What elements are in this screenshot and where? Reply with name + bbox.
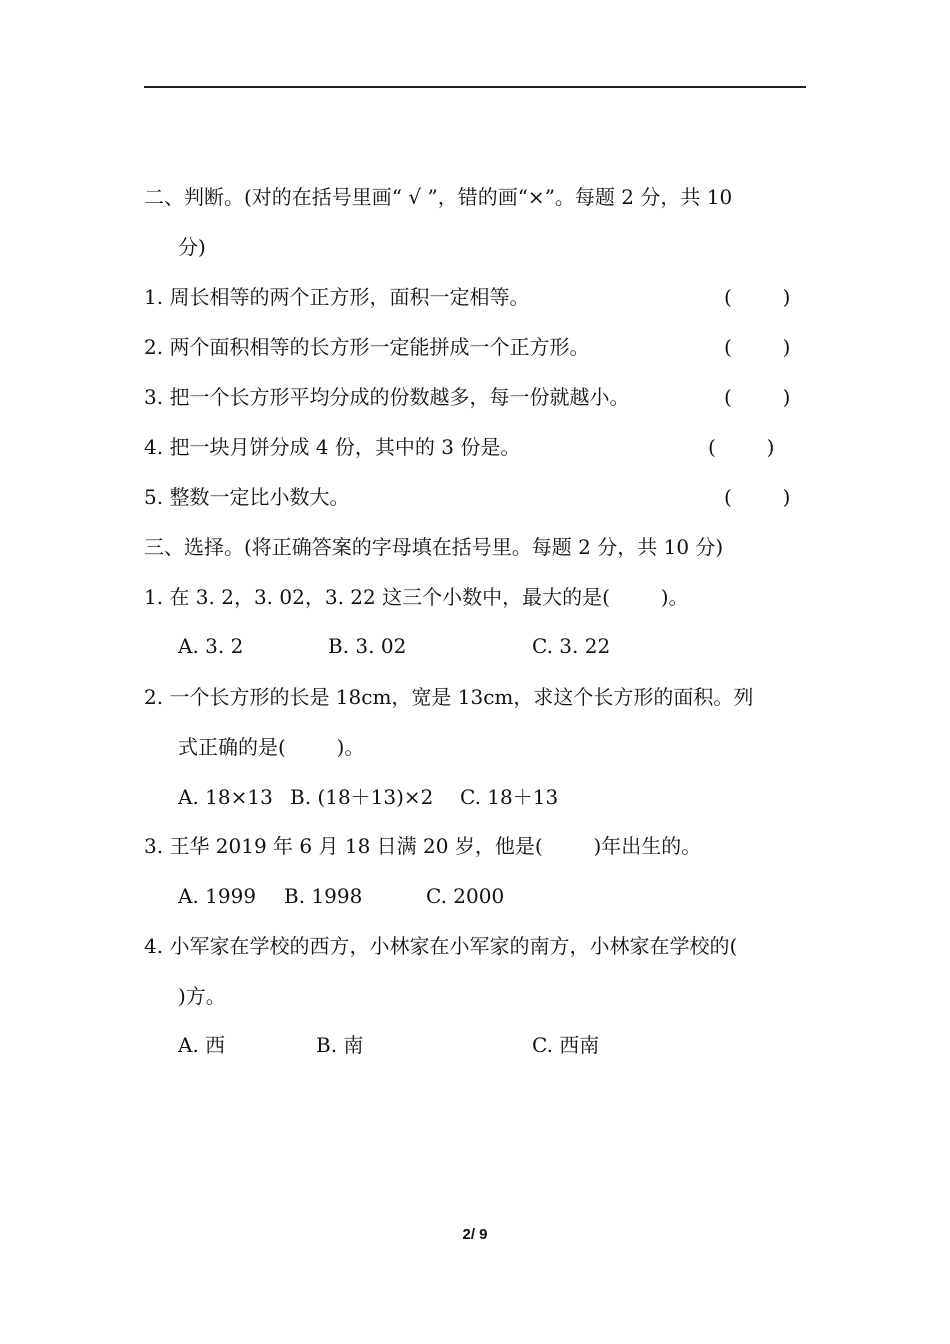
- section-2-title: 二、判断。(对的在括号里画“ √ ”，错的画“×”。每题 2 分，共 10: [144, 185, 733, 209]
- choice-q4-option-b[interactable]: B. 南: [316, 1033, 364, 1057]
- choice-q3-option-b[interactable]: B. 1998: [284, 884, 363, 908]
- choice-q1-option-a[interactable]: A. 3. 2: [178, 634, 244, 658]
- judge-item-1: 1. 周长相等的两个正方形，面积一定相等。: [144, 285, 530, 309]
- choice-q1-option-c[interactable]: C. 3. 22: [532, 634, 611, 658]
- choice-q1-option-b[interactable]: B. 3. 02: [328, 634, 407, 658]
- choice-q4-cont: )方。: [178, 984, 226, 1008]
- judge-item-5: 5. 整数一定比小数大。: [144, 485, 350, 509]
- judge-answer-4[interactable]: ( ): [708, 435, 775, 459]
- choice-q3: 3. 王华 2019 年 6 月 18 日满 20 岁，他是( )年出生的。: [144, 834, 702, 858]
- judge-item-4: 4. 把一块月饼分成 4 份，其中的 3 份是。: [144, 435, 521, 459]
- choice-q2-option-c[interactable]: C. 18＋13: [460, 785, 559, 809]
- section-3-title: 三、选择。(将正确答案的字母填在括号里。每题 2 分，共 10 分): [144, 535, 724, 559]
- judge-answer-5[interactable]: ( ): [724, 485, 791, 509]
- choice-q3-option-a[interactable]: A. 1999: [178, 884, 257, 908]
- judge-item-2: 2. 两个面积相等的长方形一定能拼成一个正方形。: [144, 335, 590, 359]
- choice-q2-option-b[interactable]: B. (18＋13)×2: [290, 785, 434, 809]
- choice-q1: 1. 在 3. 2，3. 02，3. 22 这三个小数中，最大的是( )。: [144, 585, 689, 609]
- judge-answer-1[interactable]: ( ): [724, 285, 791, 309]
- choice-q4-option-a[interactable]: A. 西: [178, 1033, 226, 1057]
- choice-q3-option-c[interactable]: C. 2000: [426, 884, 505, 908]
- choice-q2-cont: 式正确的是( )。: [178, 735, 365, 759]
- header-rule: [144, 86, 806, 88]
- section-2-title-cont: 分): [178, 235, 206, 259]
- choice-q4-option-c[interactable]: C. 西南: [532, 1033, 600, 1057]
- choice-q2-option-a[interactable]: A. 18×13: [178, 785, 273, 809]
- judge-answer-2[interactable]: ( ): [724, 335, 791, 359]
- page-number: 2/ 9: [462, 1226, 488, 1243]
- judge-item-3: 3. 把一个长方形平均分成的份数越多，每一份就越小。: [144, 385, 630, 409]
- judge-answer-3[interactable]: ( ): [724, 385, 791, 409]
- choice-q4: 4. 小军家在学校的西方，小林家在小军家的南方，小林家在学校的(: [144, 934, 738, 958]
- choice-q2: 2. 一个长方形的长是 18cm，宽是 13cm，求这个长方形的面积。列: [144, 685, 754, 709]
